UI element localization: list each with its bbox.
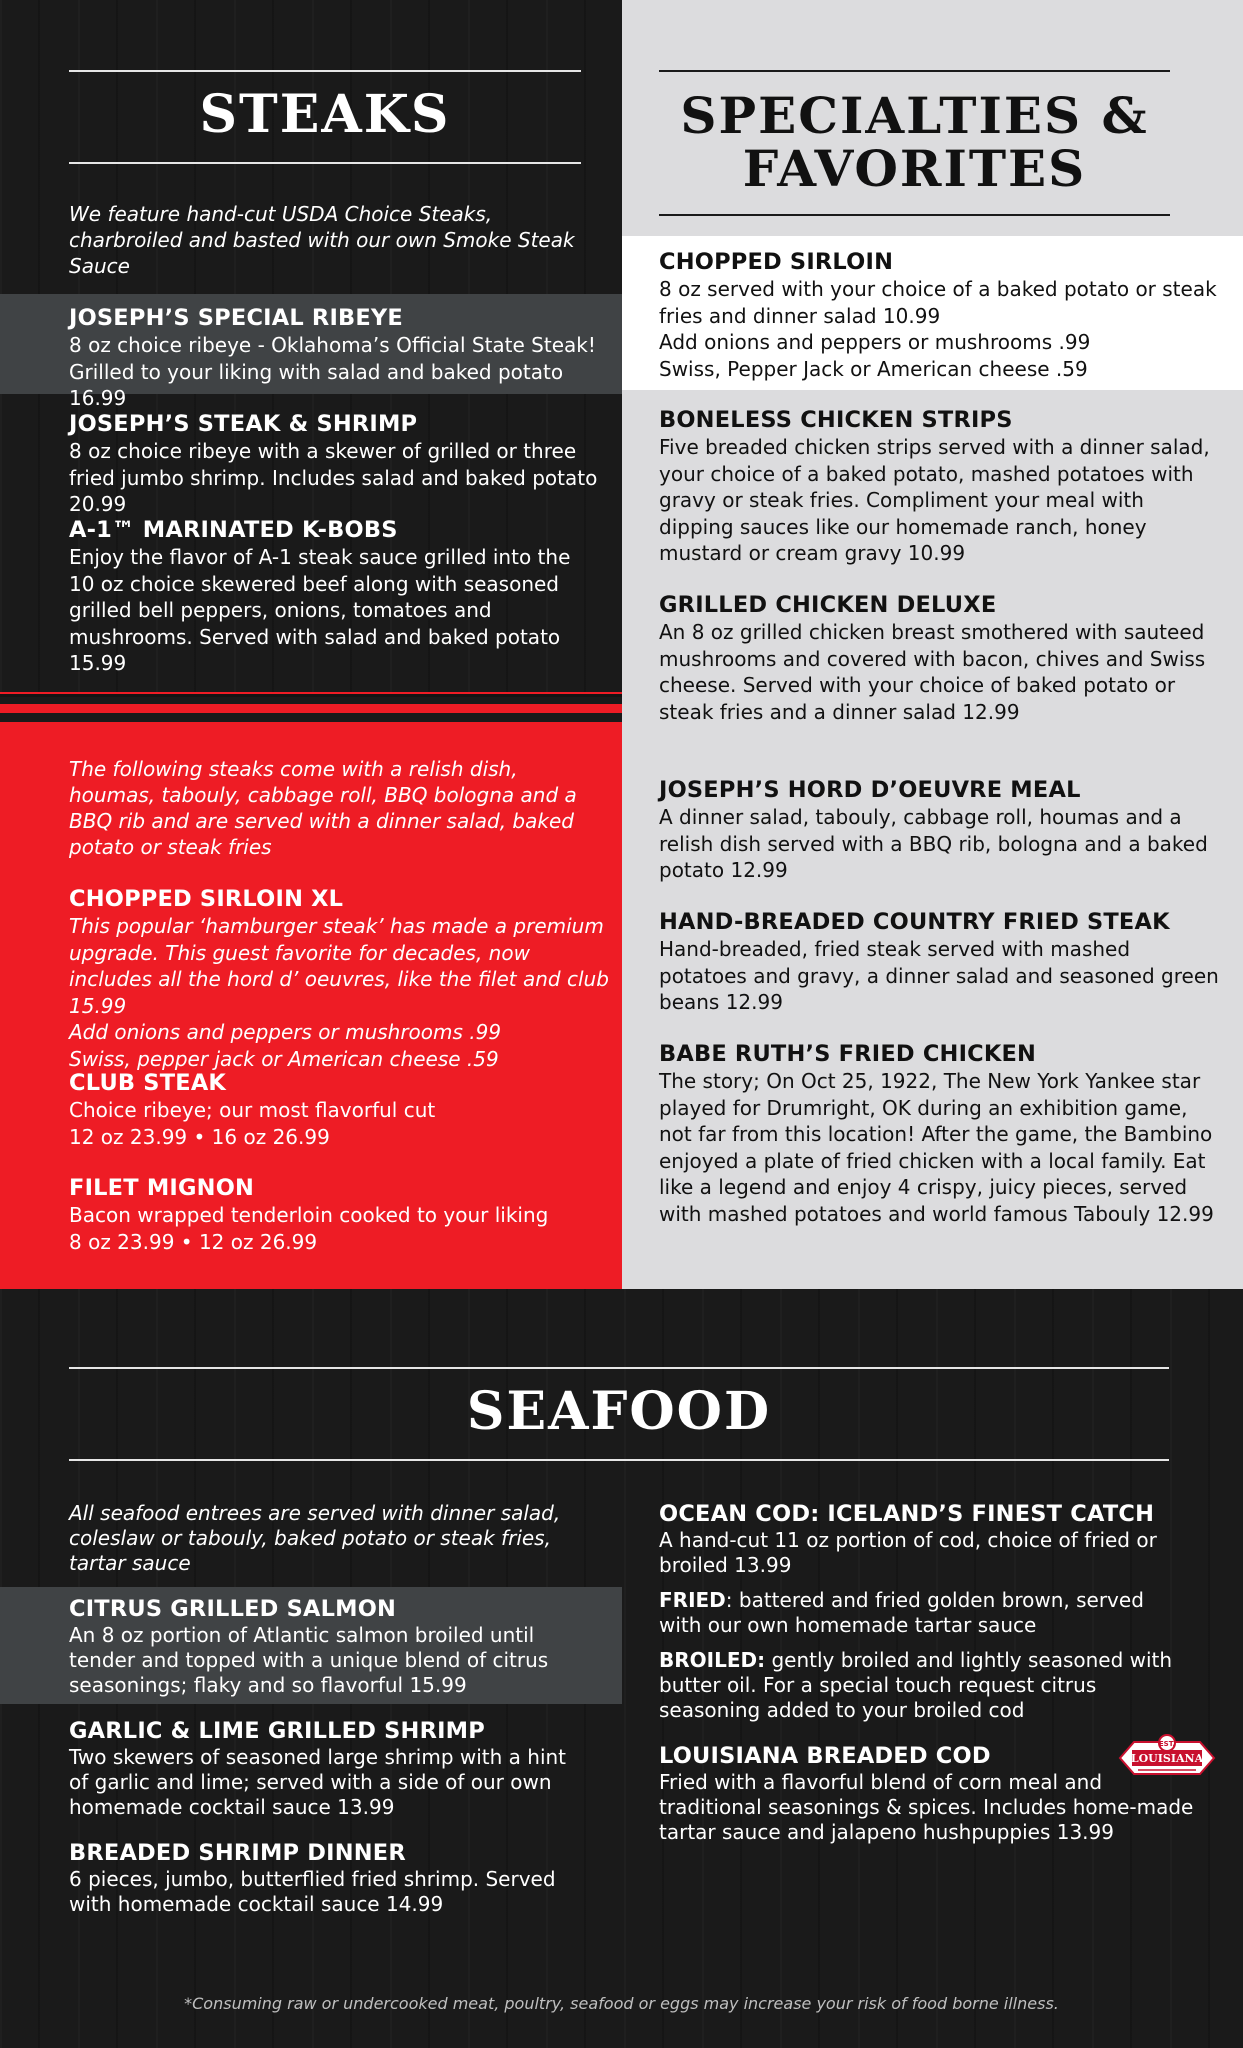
menu-item-desc: The story; On Oct 25, 1922, The New York Yankee star played for Drumright, OK during an exhibition game, not far from this location! After the game, the Bambino enjoyed a plate of fried chicken with a local family. Eat like a legend and enjoy 4 crispy, juicy pieces, served with mashed potatoes and world famous Tabouly 12.99 [659, 1069, 1214, 1226]
dark-stripe [0, 697, 622, 704]
cod-fried-desc: : battered and fried golden brown, served with our own homemade tartar sauce [659, 1588, 1144, 1637]
steaks-rule-top [69, 70, 581, 72]
menu-item-desc: Choice ribeye; our most flavorful cut [69, 1098, 436, 1122]
menu-item-special-ribeye [69, 305, 614, 412]
menu-item-desc: A dinner salad, tabouly, cabbage roll, houmas and a relish dish served with a BBQ rib, bologna and a baked potato 12.99 [659, 805, 1208, 882]
steaks-rule-bottom [69, 162, 581, 164]
menu-item-name: CLUB STEAK [69, 1070, 227, 1096]
menu-item-name: GRILLED CHICKEN DELUXE [659, 592, 997, 618]
menu-item-ocean-cod [659, 1501, 1189, 1723]
louisiana-brand-logo [1114, 1732, 1220, 1784]
health-disclaimer: *Consuming raw or undercooked meat, poultry, seafood or eggs may increase your risk of food borne illness. [184, 1994, 1059, 2013]
specialties-title [659, 86, 1170, 198]
menu-item-name: BREADED SHRIMP DINNER [69, 1840, 406, 1866]
menu-item-addon: Swiss, pepper jack or American cheese .59 [69, 1046, 499, 1071]
menu-item-name: A-1™ MARINATED K-BOBS [69, 517, 398, 543]
seafood-title: SEAFOOD [466, 1381, 772, 1442]
menu-item-name: BONELESS CHICKEN STRIPS [659, 407, 1013, 433]
specialties-rule-top [659, 70, 1170, 72]
red-stripe-2 [0, 704, 622, 713]
menu-item-steak-shrimp [69, 411, 614, 518]
cod-fried-option [659, 1588, 1189, 1638]
menu-item-sizes: 12 oz 23.99 • 16 oz 26.99 [69, 1124, 330, 1149]
menu-item-garlic-lime-shrimp [69, 1718, 589, 1820]
menu-item-desc: Two skewers of seasoned large shrimp with a hint of garlic and lime; served with a side of our own homemade cocktail sauce 13.99 [69, 1745, 567, 1819]
menu-item-name: OCEAN COD: ICELAND’S FINEST CATCH [659, 1501, 1155, 1527]
menu-item-desc: Fried with a flavorful blend of corn meal and traditional seasonings & spices. Includes home-made tartar sauce and jalapeno hushpuppies 13.99 [659, 1770, 1194, 1844]
specialties-rule-bottom [659, 214, 1170, 216]
menu-item-addon: Add onions and peppers or mushrooms .99 [659, 330, 1091, 354]
seafood-rule-bottom [69, 1459, 1169, 1461]
menu-item-grilled-chicken-deluxe [659, 592, 1219, 725]
menu-item-desc: 8 oz choice ribeye with a skewer of grilled or three fried jumbo shrimp. Includes salad and baked potato 20.99 [69, 439, 598, 516]
louisiana-logo-text: LOUISIANA [1130, 1752, 1204, 1765]
specialties-panel [622, 0, 1243, 1289]
cod-fried-label: FRIED [659, 1588, 726, 1612]
menu-item-name: JOSEPH’S STEAK & SHRIMP [69, 411, 418, 437]
menu-item-chicken-strips [659, 407, 1219, 567]
steaks-title: STEAKS [199, 84, 451, 145]
dark-stripe-2 [0, 713, 622, 722]
seafood-intro: All seafood entrees are served with dinner salad, coleslaw or tabouly, baked potato or steak fries, tartar sauce [69, 1501, 561, 1575]
menu-item-desc: 6 pieces, jumbo, butterflied fried shrimp. Served with homemade cocktail sauce 14.99 [69, 1867, 556, 1916]
specialties-title-line2: FAVORITES [742, 138, 1087, 198]
menu-item-name: JOSEPH’S HORD D’OEUVRE MEAL [659, 777, 1081, 803]
menu-item-chopped-sirloin [659, 249, 1219, 382]
menu-item-desc: Bacon wrapped tenderloin cooked to your liking [69, 1203, 549, 1227]
red-stripe-1 [0, 692, 622, 694]
menu-item-name: JOSEPH’S SPECIAL RIBEYE [69, 305, 403, 331]
louisiana-logo-icon [1114, 1732, 1220, 1784]
menu-item-name: CHOPPED SIRLOIN [659, 249, 894, 275]
menu-item-kbobs [69, 517, 599, 677]
menu-item-name: GARLIC & LIME GRILLED SHRIMP [69, 1718, 485, 1744]
menu-item-name: HAND-BREADED COUNTRY FRIED STEAK [659, 909, 1170, 935]
menu-item-breaded-shrimp [69, 1840, 589, 1917]
premium-steaks-panel [0, 722, 622, 1289]
menu-item-desc: Five breaded chicken strips served with a dinner salad, your choice of a baked potato, mashed potatoes with gravy or steak fries. Compliment your meal with dipping sauces like our homemade ranch, honey mustard or cream gravy 10.99 [659, 435, 1210, 565]
menu-item-desc: 8 oz choice ribeye - Oklahoma’s Official State Steak! Grilled to your liking with salad and baked potato 16.99 [69, 333, 596, 410]
menu-item-hord-doeuvre-meal [659, 777, 1219, 884]
cod-broiled-desc: gently broiled and lightly seasoned with butter oil. For a special touch request citrus seasoning added to your broiled cod [659, 1648, 1173, 1722]
menu-item-chopped-sirloin-xl [69, 886, 609, 1072]
louisiana-logo-small-text: EST. [1158, 1740, 1176, 1748]
steaks-intro: We feature hand-cut USDA Choice Steaks, charbroiled and basted with our own Smoke Steak Sauce [69, 202, 575, 278]
menu-item-name: BABE RUTH’S FRIED CHICKEN [659, 1041, 1037, 1067]
seafood-rule-top [69, 1367, 1169, 1369]
menu-item-filet-mignon [69, 1175, 609, 1255]
menu-item-name: CITRUS GRILLED SALMON [69, 1596, 397, 1622]
menu-item-desc: An 8 oz grilled chicken breast smothered with sauteed mushrooms and covered with bacon, chives and Swiss cheese. Served with your choice of baked potato or steak fries and a dinner salad 12.99 [659, 620, 1206, 724]
menu-item-desc: Enjoy the flavor of A-1 steak sauce grilled into the 10 oz choice skewered beef along with seasoned grilled bell peppers, onions, tomatoes and mushrooms. Served with salad and baked potato 15.99 [69, 545, 571, 675]
cod-broiled-option [659, 1648, 1189, 1723]
premium-intro: The following steaks come with a relish dish, houmas, tabouly, cabbage roll, BBQ bologna and a BBQ rib and are served with a dinner salad, baked potato or steak fries [69, 757, 577, 859]
menu-item-desc: An 8 oz portion of Atlantic salmon broiled until tender and topped with a unique blend of citrus seasonings; flaky and so flavorful 15.99 [69, 1623, 549, 1697]
menu-item-desc: A hand-cut 11 oz portion of cod, choice of fried or broiled 13.99 [659, 1528, 1157, 1577]
menu-item-name: LOUISIANA BREADED COD [659, 1743, 991, 1769]
menu-item-desc: This popular ‘hamburger steak’ has made a premium upgrade. This guest favorite for decades, now includes all the hord d’ oeuvres, like the filet and club 15.99 [69, 914, 609, 1018]
menu-item-name: FILET MIGNON [69, 1175, 255, 1201]
steaks-panel [0, 0, 622, 694]
menu-item-club-steak [69, 1070, 609, 1150]
menu-item-addon: Swiss, Pepper Jack or American cheese .59 [659, 356, 1088, 381]
menu-item-sizes: 8 oz 23.99 • 12 oz 26.99 [69, 1229, 318, 1254]
specialties-title-line1: SPECIALTIES & [680, 86, 1149, 145]
cod-broiled-label: BROILED: [659, 1648, 766, 1672]
menu-item-name: CHOPPED SIRLOIN XL [69, 886, 344, 912]
seafood-panel [0, 1289, 1243, 2048]
menu-item-babe-ruth-chicken [659, 1041, 1219, 1227]
menu-item-desc: 8 oz served with your choice of a baked potato or steak fries and dinner salad 10.99 [659, 277, 1217, 328]
menu-item-addon: Add onions and peppers or mushrooms .99 [69, 1020, 502, 1044]
menu-item-citrus-salmon [69, 1596, 589, 1698]
menu-item-country-fried-steak [659, 909, 1224, 1016]
menu-item-desc: Hand-breaded, fried steak served with mashed potatoes and gravy, a dinner salad and seasoned green beans 12.99 [659, 937, 1219, 1014]
